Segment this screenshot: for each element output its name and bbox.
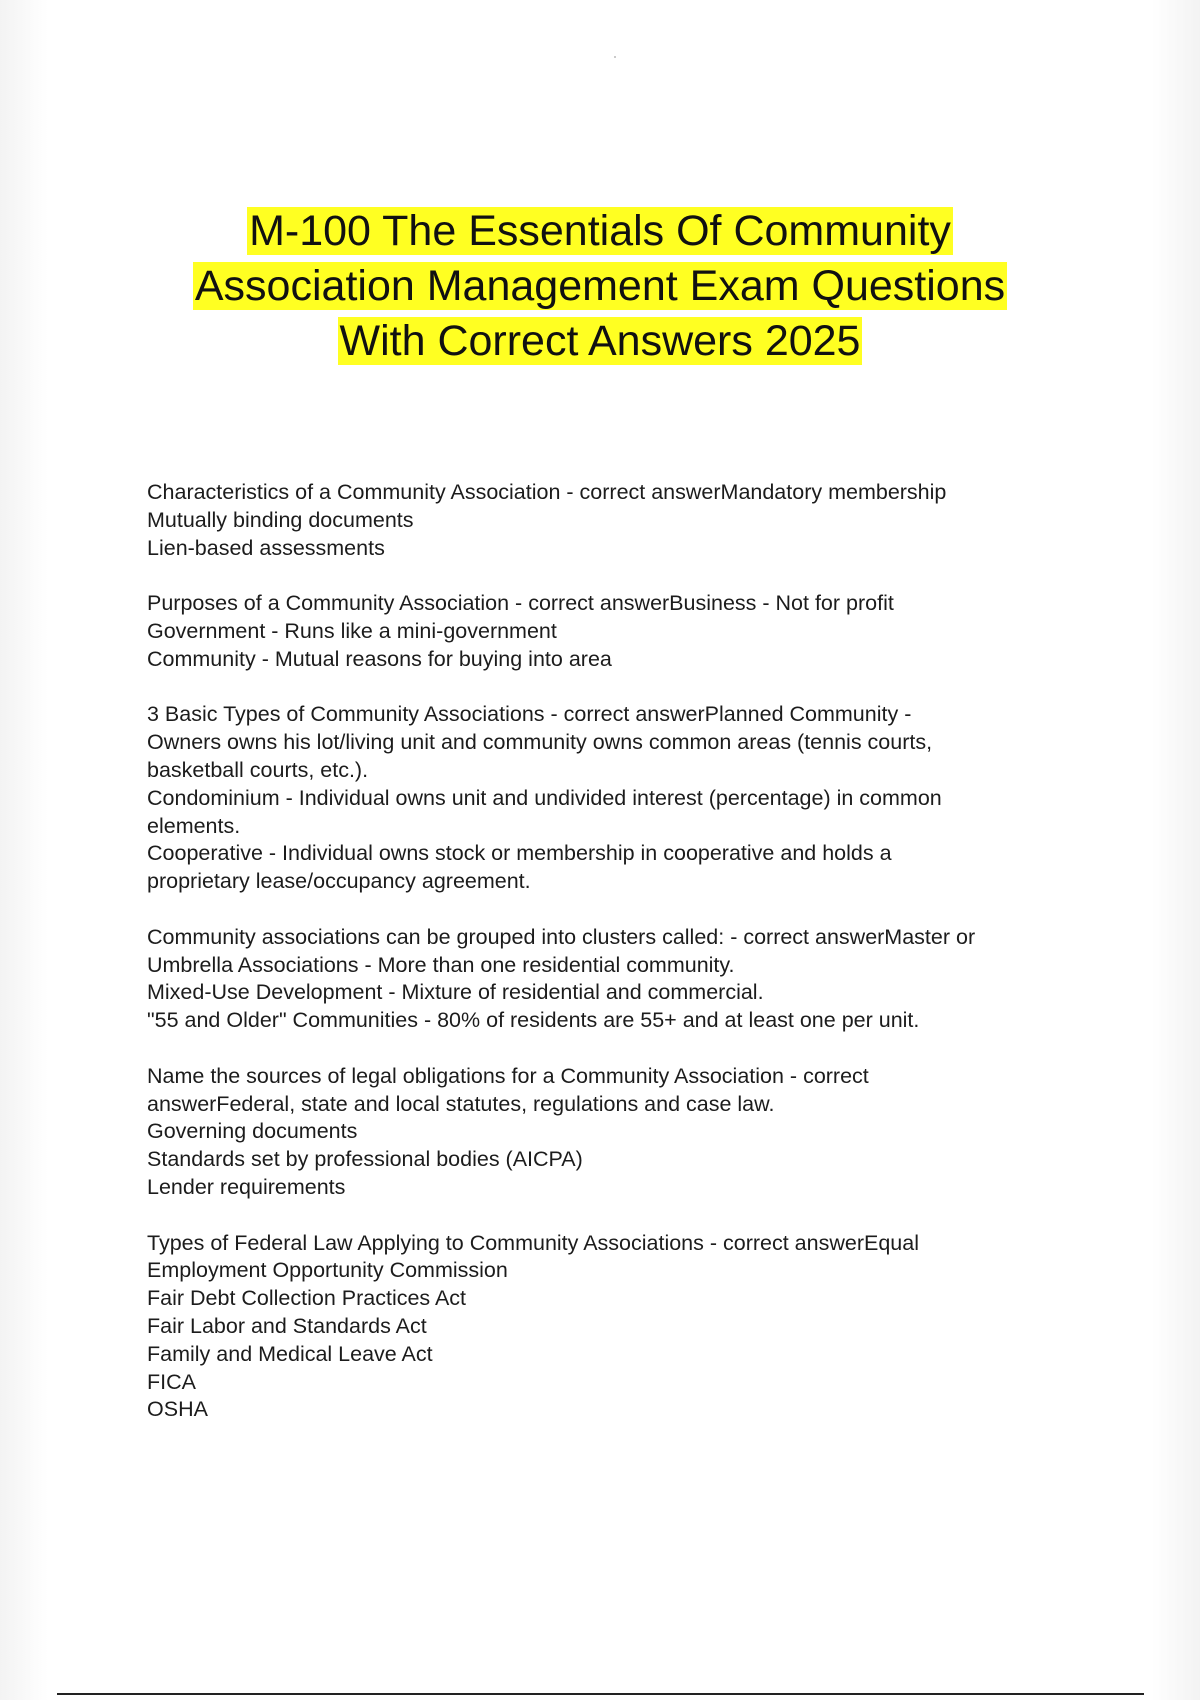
qa-entry	[147, 590, 1097, 673]
qa-line: elements.	[147, 813, 241, 838]
qa-entry	[147, 1230, 1097, 1425]
qa-line: OSHA	[147, 1397, 208, 1422]
qa-line: 3 Basic Types of Community Associations - correct answerPlanned Community -	[147, 702, 912, 727]
scan-speck	[614, 56, 616, 58]
qa-line: Owners owns his lot/living unit and community owns common areas (tennis courts,	[147, 730, 933, 755]
qa-line: Fair Labor and Standards Act	[147, 1313, 427, 1338]
qa-line: Lien-based assessments	[147, 535, 385, 560]
page-shadow-left	[0, 0, 48, 1700]
qa-line: Mixed-Use Development - Mixture of residential and commercial.	[147, 980, 764, 1005]
qa-line: FICA	[147, 1369, 196, 1394]
qa-line: Types of Federal Law Applying to Community Associations - correct answerEqual	[147, 1230, 919, 1255]
qa-line: Purposes of a Community Association - correct answerBusiness - Not for profit	[147, 591, 894, 616]
qa-entry	[147, 1063, 1097, 1202]
qa-line: "55 and Older" Communities - 80% of residents are 55+ and at least one per unit.	[147, 1008, 920, 1033]
qa-entry	[147, 701, 1097, 896]
qa-line: Umbrella Associations - More than one residential community.	[147, 952, 735, 977]
title-line: With Correct Answers 2025	[339, 317, 861, 365]
qa-line: Cooperative - Individual owns stock or membership in cooperative and holds a	[147, 841, 892, 866]
document-title	[100, 204, 1100, 369]
qa-line: Family and Medical Leave Act	[147, 1341, 433, 1366]
qa-line: Employment Opportunity Commission	[147, 1258, 508, 1283]
qa-entry	[147, 924, 1097, 1035]
qa-line: Governing documents	[147, 1119, 358, 1144]
qa-line: basketball courts, etc.).	[147, 757, 369, 782]
qa-line: Government - Runs like a mini-government	[147, 618, 557, 643]
qa-list	[147, 479, 1097, 1452]
qa-line: answerFederal, state and local statutes, regulations and case law.	[147, 1091, 775, 1116]
qa-entry	[147, 479, 1097, 562]
qa-line: Community associations can be grouped into clusters called: - correct answerMaster or	[147, 924, 976, 949]
qa-line: Mutually binding documents	[147, 507, 414, 532]
qa-line: proprietary lease/occupancy agreement.	[147, 869, 531, 894]
qa-line: Condominium - Individual owns unit and undivided interest (percentage) in common	[147, 785, 942, 810]
qa-line: Name the sources of legal obligations for a Community Association - correct	[147, 1063, 869, 1088]
footer-rule	[57, 1693, 1144, 1695]
qa-line: Community - Mutual reasons for buying into area	[147, 646, 612, 671]
page-shadow-right	[1152, 0, 1200, 1700]
qa-line: Characteristics of a Community Association - correct answerMandatory membership	[147, 480, 947, 504]
qa-line: Lender requirements	[147, 1174, 346, 1199]
qa-line: Fair Debt Collection Practices Act	[147, 1286, 467, 1311]
qa-line: Standards set by professional bodies (AICPA)	[147, 1147, 583, 1172]
title-line: M-100 The Essentials Of Community	[249, 207, 951, 255]
title-line: Association Management Exam Questions	[194, 262, 1006, 310]
